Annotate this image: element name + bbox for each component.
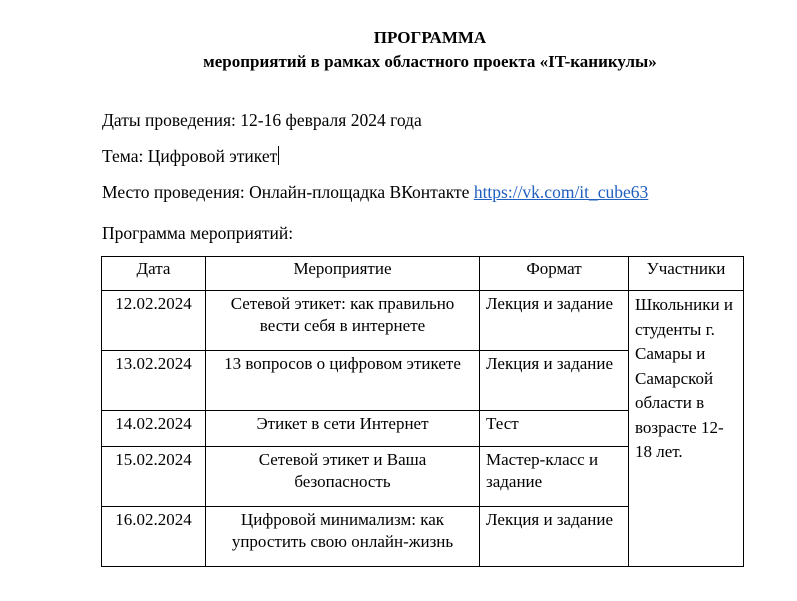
format-cell: Мастер-класс и задание xyxy=(480,447,629,507)
event-cell: Этикет в сети Интернет xyxy=(206,411,480,447)
theme-label: Тема: xyxy=(102,146,144,166)
place-value: Онлайн-площадка ВКонтакте xyxy=(249,182,470,202)
header-date: Дата xyxy=(102,257,206,291)
theme-value: Цифровой этикет xyxy=(147,146,278,166)
participants-cell: Школьники и студенты г. Самары и Самарской области в возрасте 12-18 лет. xyxy=(629,291,744,567)
place-line xyxy=(102,181,648,203)
date-cell: 14.02.2024 xyxy=(102,411,206,447)
program-table xyxy=(101,256,744,567)
table-header-row xyxy=(102,257,744,291)
header-event: Мероприятие xyxy=(206,257,480,291)
event-cell: Сетевой этикет: как правильно вести себя в интернете xyxy=(206,291,480,351)
document-subtitle: мероприятий в рамках областного проекта «IT-каникулы» xyxy=(203,52,657,71)
program-label: Программа мероприятий: xyxy=(102,223,294,243)
date-cell: 12.02.2024 xyxy=(102,291,206,351)
date-cell: 16.02.2024 xyxy=(102,507,206,567)
theme-line[interactable] xyxy=(102,145,279,167)
dates-line xyxy=(102,109,422,131)
dates-label: Даты проведения: xyxy=(102,110,236,130)
date-cell: 15.02.2024 xyxy=(102,447,206,507)
event-cell: Цифровой минимализм: как упростить свою онлайн-жизнь xyxy=(206,507,480,567)
header-format: Формат xyxy=(480,257,629,291)
vk-link[interactable]: https://vk.com/it_cube63 xyxy=(473,182,649,202)
text-cursor xyxy=(278,146,279,165)
place-label: Место проведения: xyxy=(102,182,245,202)
table-row xyxy=(102,291,744,351)
header-participants: Участники xyxy=(629,257,744,291)
format-cell: Лекция и задание xyxy=(480,507,629,567)
format-cell: Лекция и задание xyxy=(480,291,629,351)
event-cell: 13 вопросов о цифровом этикете xyxy=(206,351,480,411)
format-cell: Тест xyxy=(480,411,629,447)
dates-value: 12-16 февраля 2024 года xyxy=(240,110,422,130)
format-cell: Лекция и задание xyxy=(480,351,629,411)
date-cell: 13.02.2024 xyxy=(102,351,206,411)
event-cell: Сетевой этикет и Ваша безопасность xyxy=(206,447,480,507)
document-title: ПРОГРАММА xyxy=(373,28,487,47)
